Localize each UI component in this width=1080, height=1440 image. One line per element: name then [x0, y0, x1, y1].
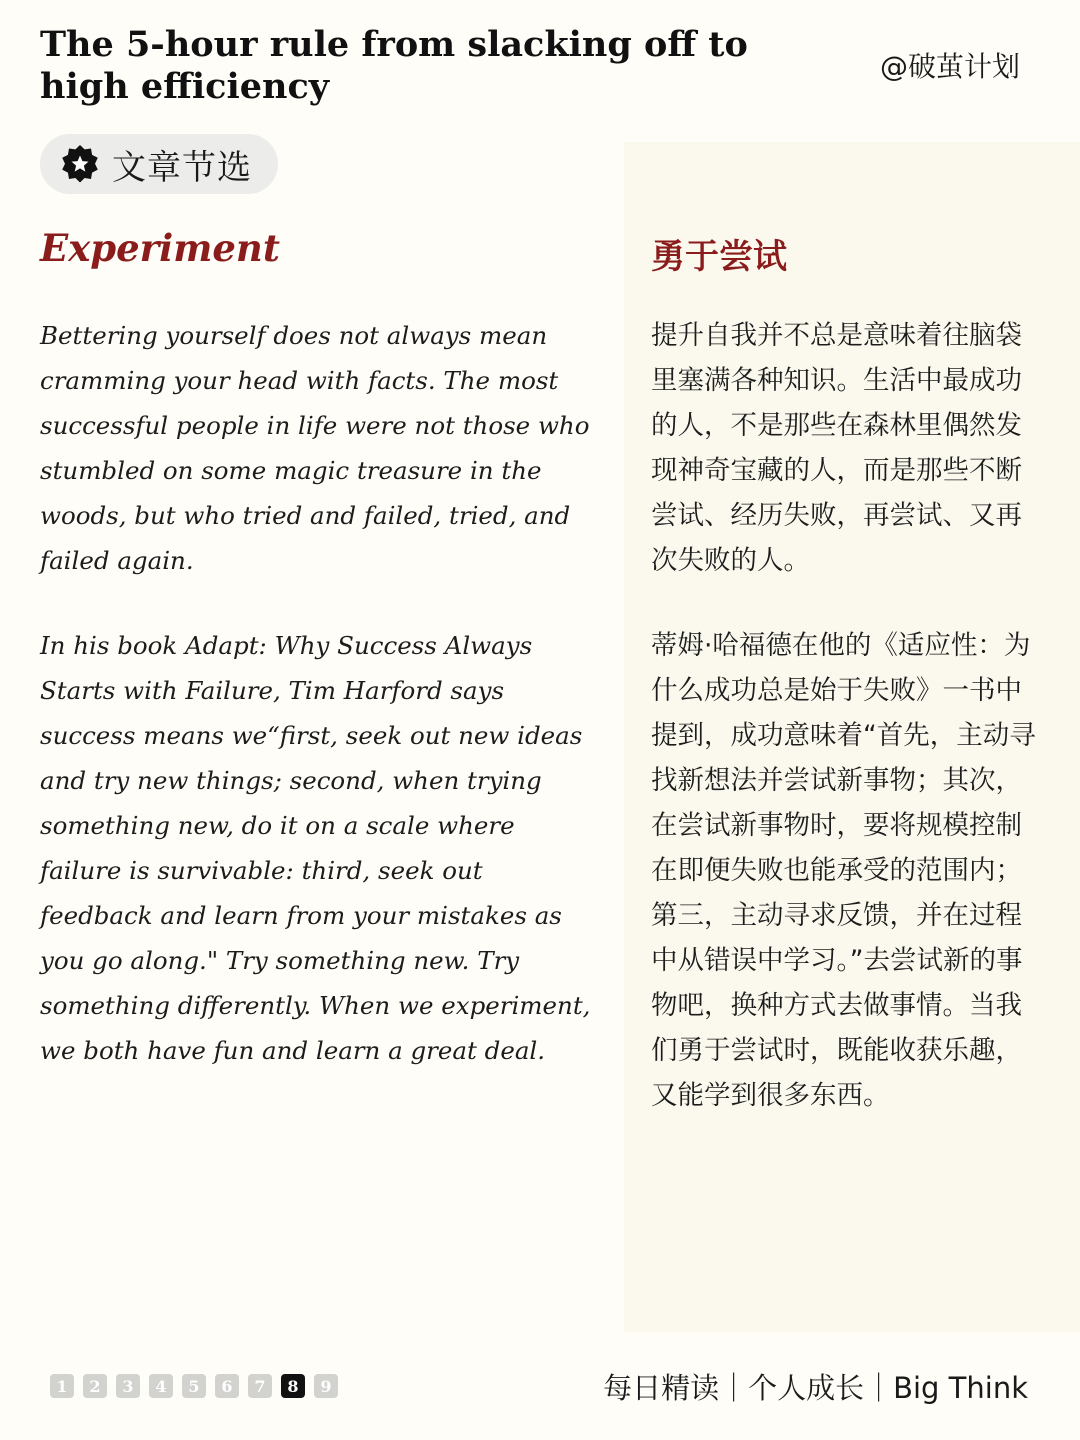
page-dot-9[interactable]: 9: [314, 1374, 338, 1398]
footer-tagline: 每日精读｜个人成长｜Big Think: [603, 1371, 1028, 1405]
english-paragraph: Bettering yourself does not always mean cramming your head with facts. The most successful people in life were not those who stumbled on some magic treasure in the woods, but who tried and failed, tried, and failed again.: [40, 321, 590, 575]
author-handle: @破茧计划: [879, 50, 1020, 83]
page-dot-7[interactable]: 7: [248, 1374, 272, 1398]
page-dot-1[interactable]: 1: [50, 1374, 74, 1398]
page-dot-6[interactable]: 6: [215, 1374, 239, 1398]
page-indicator: [50, 1374, 347, 1398]
section-heading-en: Experiment: [40, 226, 280, 270]
section-badge: [40, 134, 278, 194]
english-paragraph: In his book Adapt: Why Success Always Starts with Failure, Tim Harford says success means we“first, seek out new ideas and try new things; second, when trying something new, do it on a scale where failure is survivable: third, seek out feedback and learn from your mistakes as you go along." Try something new. Try something differently. When we experiment, we both have fun and learn a great deal.: [40, 631, 591, 1065]
star-badge-icon: [60, 144, 100, 184]
english-text-column: [40, 313, 600, 1073]
chinese-paragraph: 蒂姆·哈福德在他的《适应性：为什么成功总是始于失败》一书中提到，成功意味着“首先，主动寻找新想法并尝试新事物；其次，在尝试新事物时，要将规模控制在即便失败也能承受的范围内；第三，主动寻求反馈，并在过程中从错误中学习。”去尝试新的事物吧，换种方式去做事情。当我们勇于尝试时，既能收获乐趣，又能学到很多东西。: [651, 630, 1036, 1111]
page-dot-4[interactable]: 4: [149, 1374, 173, 1398]
chinese-paragraph: 提升自我并不总是意味着往脑袋里塞满各种知识。生活中最成功的人，不是那些在森林里偶然发现神奇宝藏的人，而是那些不断尝试、经历失败，再尝试、又再次失败的人。: [651, 320, 1022, 576]
page-dot-3[interactable]: 3: [116, 1374, 140, 1398]
chinese-text-column: [651, 313, 1046, 1118]
badge-label: 文章节选: [112, 147, 252, 188]
page-dot-2[interactable]: 2: [83, 1374, 107, 1398]
article-title: The 5-hour rule from slacking off to high efficiency: [40, 24, 748, 107]
section-heading-zh: 勇于尝试: [651, 237, 787, 277]
page-dot-8[interactable]: 8: [281, 1374, 305, 1398]
page-dot-5[interactable]: 5: [182, 1374, 206, 1398]
